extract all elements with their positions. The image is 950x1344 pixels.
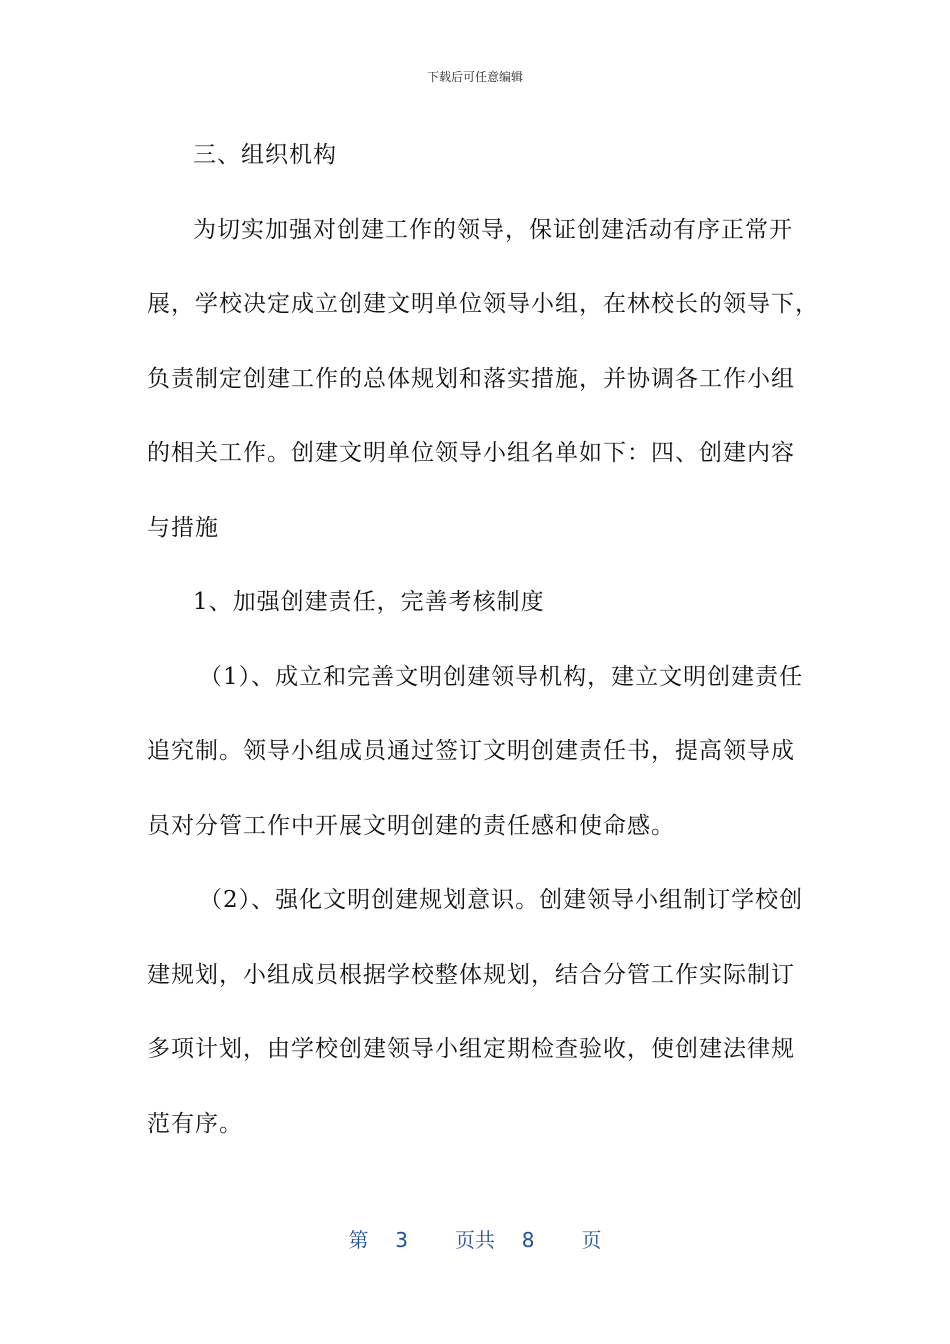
section-heading-organization: 三、组织机构 xyxy=(193,142,337,168)
page-label-prefix: 第 xyxy=(348,1228,369,1252)
paragraph-line: 多项计划，由学校创建领导小组定期检查验收，使创建法律规 xyxy=(147,1036,795,1062)
page-label-mid: 页共 xyxy=(455,1228,495,1252)
total-pages-number: 8 xyxy=(521,1228,535,1252)
current-page-number: 3 xyxy=(395,1228,408,1252)
paragraph-line: 为切实加强对创建工作的领导，保证创建活动有序正常开 xyxy=(193,216,793,243)
header-note: 下载后可任意编辑 xyxy=(426,70,523,84)
paragraph-line: （2）、强化文明创建规划意识。创建领导小组制订学校创 xyxy=(199,887,804,913)
paragraph-line: 范有序。 xyxy=(147,1110,243,1137)
paragraph-line: 追究制。领导小组成员通过签订文明创建责任书，提高领导成 xyxy=(147,738,795,764)
paragraph-line: 的相关工作。创建文明单位领导小组名单如下：四、创建内容 xyxy=(147,440,795,466)
document-body xyxy=(147,118,819,1161)
paragraph-line: 负责制定创建工作的总体规划和落实措施，并协调各工作小组 xyxy=(147,365,795,392)
page-label-suffix: 页 xyxy=(581,1228,602,1252)
paragraph-line: （1）、成立和完善文明创建领导机构，建立文明创建责任 xyxy=(199,663,804,690)
paragraph-line: 员对分管工作中开展文明创建的责任感和使命感。 xyxy=(147,812,675,839)
page-number-footer xyxy=(0,1224,950,1253)
paragraph-line: 建规划，小组成员根据学校整体规划，结合分管工作实际制订 xyxy=(147,961,795,988)
paragraph-line: 展，学校决定成立创建文明单位领导小组，在林校长的领导下， xyxy=(147,291,819,317)
subsection-heading: 1、加强创建责任，完善考核制度 xyxy=(193,589,545,615)
paragraph-line: 与措施 xyxy=(147,514,219,541)
